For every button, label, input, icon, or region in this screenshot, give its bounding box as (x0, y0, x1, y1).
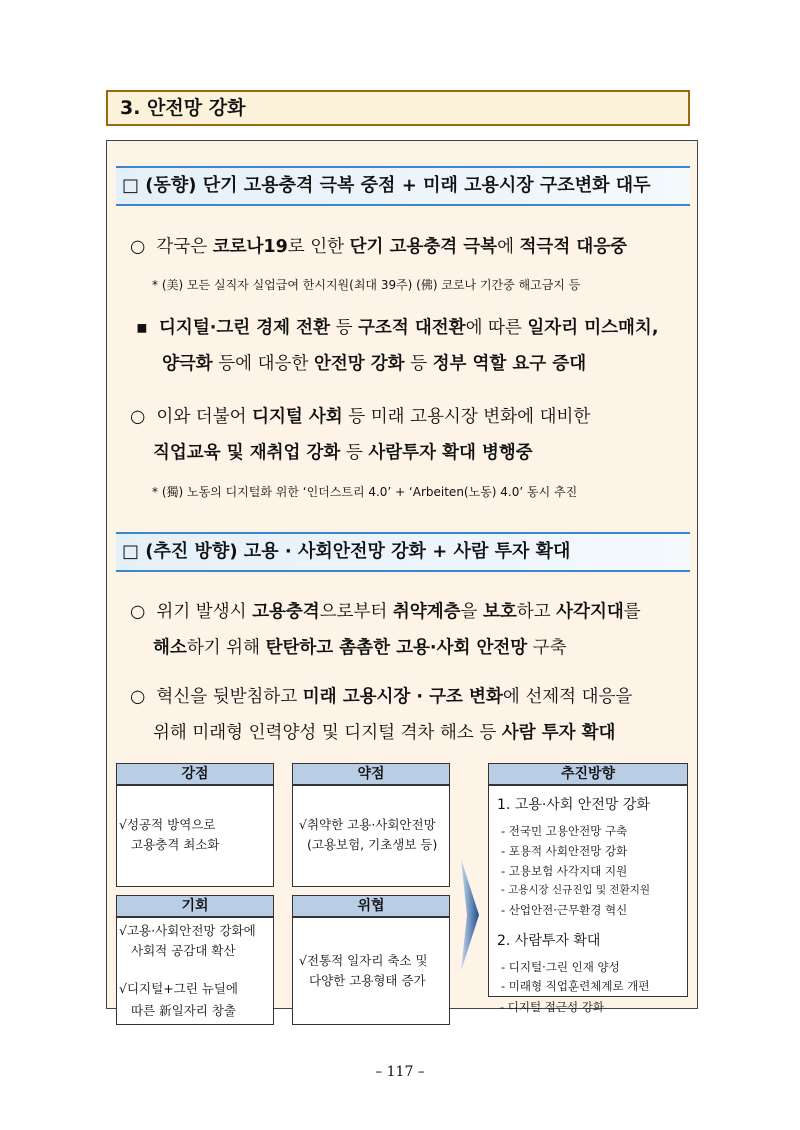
strength-cell (116, 785, 274, 887)
plan-item-1: - 전국민 고용안전망 구축 (501, 824, 628, 838)
weakness-cell (292, 785, 450, 887)
plan-item-3: - 고용보험 사각지대 지원 (501, 864, 628, 878)
plan-item-6: - 디지털·그린 인재 양성 (501, 960, 620, 974)
direction-bullet-2-line-1: ○ 혁신을 뒷받침하고 미래 고용시장 · 구조 변화에 선제적 대응을 (130, 687, 633, 707)
page-number: – 117 – (375, 1064, 425, 1080)
trend-heading: □ (동향) 단기 고용충격 극복 중점 + 미래 고용시장 구조변화 대두 (116, 166, 690, 206)
strength-line-1: √성공적 방역으로 (119, 817, 216, 832)
plan-heading-2: 2. 사람투자 확대 (497, 933, 601, 949)
direction-bullet-1-line-2: 해소하기 위해 탄탄하고 촘촘한 고용·사회 안전망 구축 (153, 638, 567, 658)
right-arrow-icon (459, 855, 481, 975)
trend-bullet-3-line-2: 직업교육 및 재취업 강화 등 사람투자 확대 병행중 (153, 443, 533, 463)
plan-item-8: - 디지털 접근성 강화 (500, 1000, 604, 1014)
opportunity-line-3: √디지털+그린 뉴딜에 (119, 981, 239, 996)
threat-line-2: 다양한 고용형태 증가 (309, 973, 426, 988)
opportunity-cell (116, 917, 274, 1025)
weakness-line-2: (고용보험, 기초생보 등) (307, 837, 438, 852)
threat-header: 위협 (292, 895, 450, 917)
plan-heading-1: 1. 고용·사회 안전망 강화 (497, 797, 650, 813)
weakness-header: 약점 (292, 763, 450, 785)
weakness-line-1: √취약한 고용·사회안전망 (299, 817, 436, 832)
direction-bullet-2-line-2: 위해 미래형 인력양성 및 디지털 격차 해소 등 사람 투자 확대 (153, 723, 616, 743)
threat-cell (292, 917, 450, 1025)
trend-note-2: * (獨) 노동의 디지털화 위한 ‘인더스트리 4.0’ + ‘Arbeiten(노동) 4.0’ 동시 추진 (152, 485, 578, 499)
plan-item-2: - 포용적 사회안전망 강화 (501, 844, 628, 858)
section-title: 3. 안전망 강화 (106, 90, 690, 126)
strength-header: 강점 (116, 763, 274, 785)
trend-bullet-2-line-1: ▪ 디지털·그린 경제 전환 등 구조적 대전환에 따른 일자리 미스매치, (136, 318, 659, 338)
trend-bullet-1: ○ 각국은 코로나19로 인한 단기 고용충격 극복에 적극적 대응중 (130, 237, 628, 257)
opportunity-line-1: √고용·사회안전망 강화에 (119, 923, 256, 938)
threat-line-1: √전통적 일자리 축소 및 (299, 953, 428, 968)
trend-bullet-2-line-2: 양극화 등에 대응한 안전망 강화 등 정부 역할 요구 증대 (162, 354, 587, 374)
direction-heading: □ (추진 방향) 고용 · 사회안전망 강화 + 사람 투자 확대 (116, 532, 690, 572)
plan-item-7: - 미래형 직업훈련체계로 개편 (501, 979, 650, 993)
trend-bullet-3-line-1: ○ 이와 더불어 디지털 사회 등 미래 고용시장 변화에 대비한 (130, 407, 591, 427)
trend-note-1: * (美) 모든 실직자 실업급여 한시지원(최대 39주) (佛) 코로나 기간중 해고금지 등 (152, 278, 581, 292)
plan-cell (488, 785, 688, 997)
opportunity-line-4: 따른 新일자리 창출 (131, 1003, 236, 1018)
opportunity-header: 기회 (116, 895, 274, 917)
plan-header: 추진방향 (488, 763, 688, 785)
plan-item-5: - 산업안전·근무환경 혁신 (501, 903, 628, 917)
opportunity-line-2: 사회적 공감대 확산 (131, 943, 236, 958)
direction-bullet-1-line-1: ○ 위기 발생시 고용충격으로부터 취약계층을 보호하고 사각지대를 (130, 602, 641, 622)
plan-item-4: - 고용시장 신규진입 및 전환지원 (501, 884, 650, 896)
strength-line-2: 고용충격 최소화 (131, 837, 220, 852)
